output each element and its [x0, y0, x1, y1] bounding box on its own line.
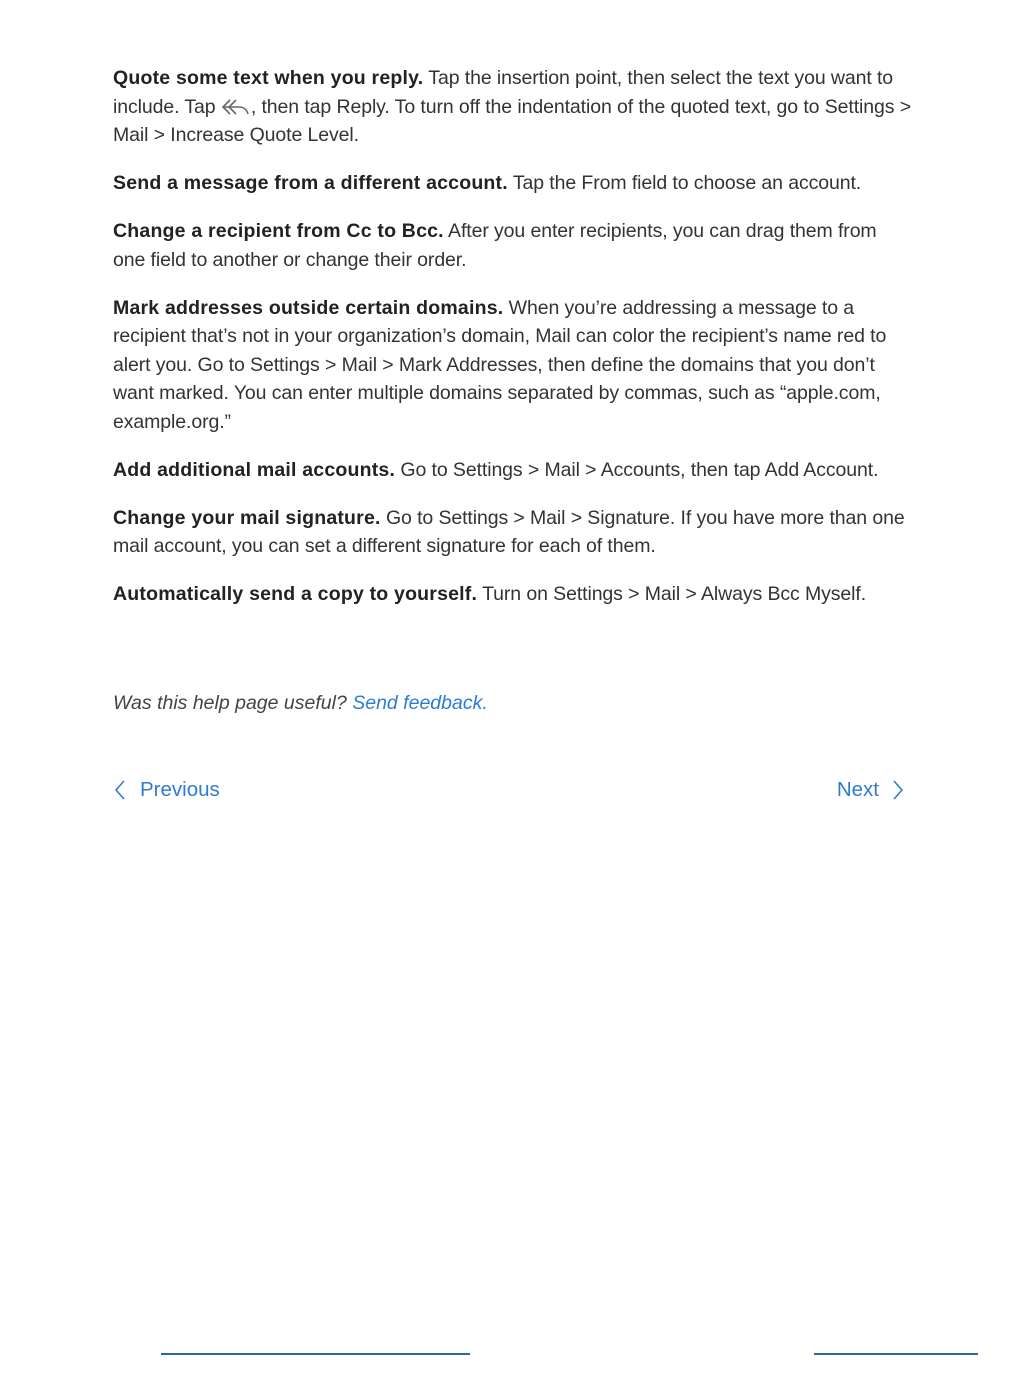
previous-label: Previous — [140, 778, 220, 801]
tip-title: Automatically send a copy to yourself. — [113, 583, 478, 605]
next-button[interactable] — [837, 778, 905, 802]
footer-link-underline-right — [814, 1353, 978, 1355]
tip-body: Tap the insertion point, then select the text you want to include. Tap — [113, 67, 894, 118]
tip-different-account — [113, 169, 913, 198]
tip-body: , then tap Reply. To turn off the indentation of the quoted text, go to Settings > Mail > Increase Quote Level. — [113, 95, 911, 146]
footer-link-underline-left — [161, 1353, 470, 1355]
reply-arrow-icon — [221, 98, 251, 116]
tip-title: Add additional mail accounts. — [113, 458, 396, 481]
send-feedback-link[interactable]: Send feedback. — [352, 692, 488, 714]
tip-title: Change a recipient from Cc to Bcc. — [113, 220, 444, 242]
tip-title: Mark addresses outside certain domains. — [113, 296, 504, 319]
chevron-right-icon — [891, 779, 905, 801]
tip-body: After you enter recipients, you can drag them from one field to another or change their order. — [113, 220, 877, 271]
tip-body: Go to Settings > Mail > Accounts, then tap Add Account. — [395, 458, 879, 481]
tip-body: Tap the From field to choose an account. — [507, 172, 862, 194]
tip-mark-addresses — [113, 294, 913, 437]
tip-title: Change your mail signature. — [113, 506, 381, 529]
tip-body: When you’re addressing a message to a recipient that’s not in your organization’s domain, Mail can color the recipient’s name red to alert you. Go to Settings > Mail > Mark Addresses, then define the domains that you don’t want marked. You can enter multiple domains separated by commas, such as “apple.com, example.org.” — [113, 296, 887, 433]
tip-body: Go to Settings > Mail > Signature. If you have more than one mail account, you can set a different signature for each of them. — [113, 506, 905, 557]
chevron-left-icon — [113, 779, 127, 801]
tip-bcc-myself — [113, 580, 913, 609]
tip-quote-text — [113, 64, 913, 150]
tip-title: Quote some text when you reply. — [113, 67, 424, 89]
feedback-question: Was this help page useful? — [113, 692, 353, 714]
feedback-prompt — [113, 692, 488, 715]
tip-body: Turn on Settings > Mail > Always Bcc Myself. — [477, 583, 867, 605]
tip-signature — [113, 504, 913, 561]
tip-cc-to-bcc — [113, 217, 913, 274]
next-label: Next — [836, 778, 879, 801]
tip-title: Send a message from a different account. — [113, 172, 508, 194]
tip-add-accounts — [113, 456, 913, 485]
previous-button[interactable] — [113, 778, 220, 802]
help-content — [113, 64, 913, 628]
